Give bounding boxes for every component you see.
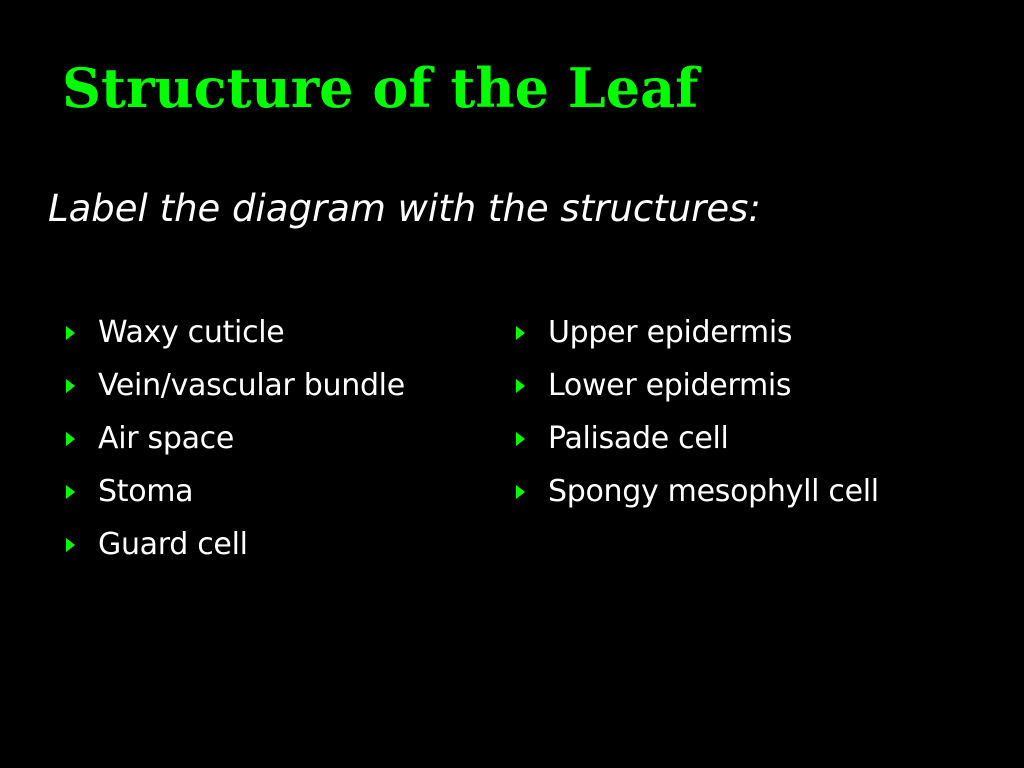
slide-subtitle: Label the diagram with the structures:	[48, 187, 761, 230]
list-item-label: Waxy cuticle	[98, 315, 285, 350]
triangle-right-icon	[66, 379, 98, 393]
list-item	[516, 306, 879, 359]
list-item	[66, 412, 405, 465]
list-item-label: Lower epidermis	[548, 368, 792, 403]
triangle-right-icon	[66, 538, 98, 552]
list-item-label: Air space	[98, 421, 235, 456]
list-item-label: Palisade cell	[548, 421, 729, 456]
list-item	[516, 465, 879, 518]
list-item-label: Upper epidermis	[548, 315, 793, 350]
triangle-right-icon	[516, 485, 548, 499]
slide-title: Structure of the Leaf	[62, 56, 699, 120]
triangle-right-icon	[516, 379, 548, 393]
list-item	[66, 306, 405, 359]
triangle-right-icon	[516, 432, 548, 446]
list-item-label: Stoma	[98, 474, 194, 509]
structure-list-left	[66, 306, 405, 571]
structure-list-right	[516, 306, 879, 518]
list-item-label: Spongy mesophyll cell	[548, 474, 879, 509]
list-item	[66, 518, 405, 571]
list-item-label: Guard cell	[98, 527, 248, 562]
list-item-label: Vein/vascular bundle	[98, 368, 405, 403]
list-item	[516, 359, 879, 412]
triangle-right-icon	[66, 432, 98, 446]
list-item	[66, 359, 405, 412]
list-item	[516, 412, 879, 465]
triangle-right-icon	[516, 326, 548, 340]
triangle-right-icon	[66, 326, 98, 340]
list-item	[66, 465, 405, 518]
triangle-right-icon	[66, 485, 98, 499]
